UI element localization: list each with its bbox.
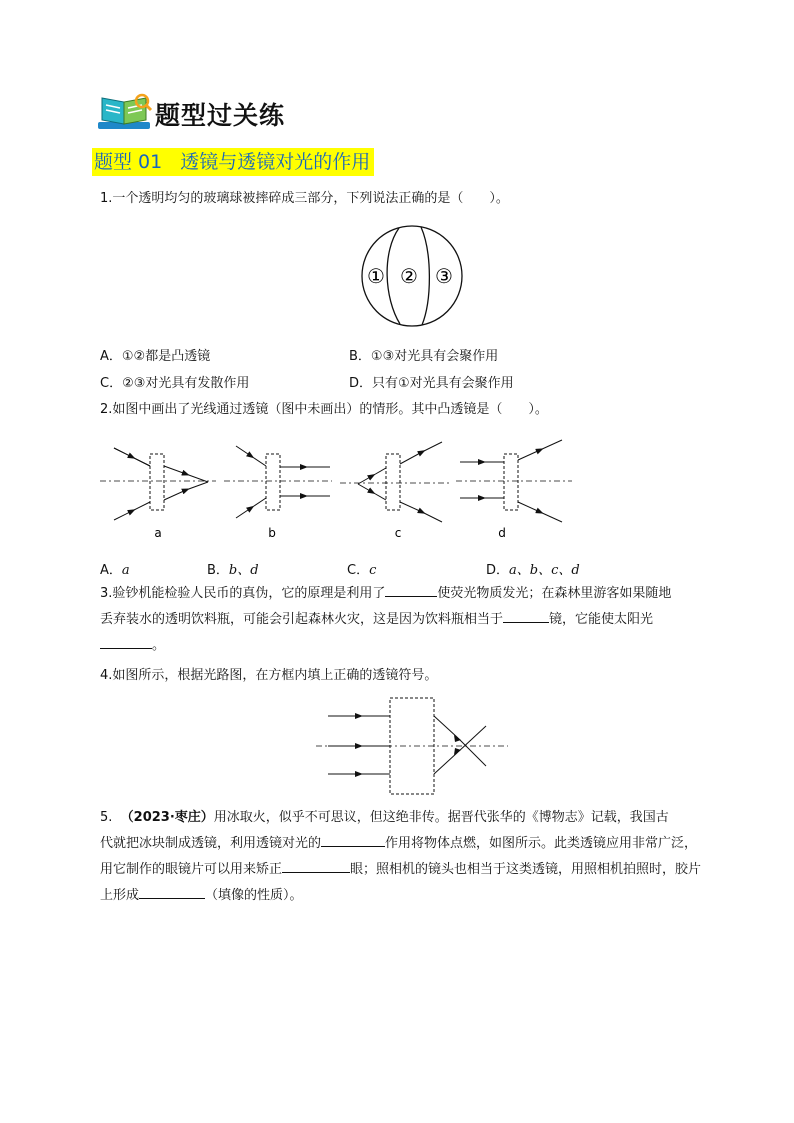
section-name: 透镜与透镜对光的作用 xyxy=(180,151,371,173)
q5-part2: 代就把冰块制成透镜，利用透镜对光的 xyxy=(100,836,322,851)
q5-part6: 上形成 xyxy=(100,888,140,903)
q1-option-b[interactable]: B．①③对光具有会聚作用 xyxy=(349,349,499,364)
q3-text xyxy=(100,581,720,659)
q1-option-c[interactable]: C．②③对光具有发散作用 xyxy=(100,376,250,391)
q2-figure-d xyxy=(456,440,572,540)
section-type-label: 题型 xyxy=(94,151,133,173)
q2-option-b[interactable] xyxy=(207,559,259,578)
q2-option-c-value: c xyxy=(369,563,377,578)
q2-option-a[interactable] xyxy=(100,559,130,578)
q5-source: （2023·枣庄） xyxy=(120,810,214,825)
q5-text xyxy=(100,805,730,909)
q1-option-a[interactable]: A．①②都是凸透镜 xyxy=(100,349,211,364)
q2-option-d-value: a、b、c、d xyxy=(509,563,580,578)
q1-option-d[interactable]: D．只有①对光具有会聚作用 xyxy=(349,376,514,391)
q2-figure-c xyxy=(340,442,450,540)
q5-part7: （填像的性质）。 xyxy=(205,888,303,903)
q1-label-1: ① xyxy=(367,264,385,288)
q2-figure-b xyxy=(224,446,332,540)
q3-part5: 。 xyxy=(152,638,166,653)
q5-blank-3[interactable] xyxy=(139,883,205,899)
q1-label-3: ③ xyxy=(435,264,453,288)
page-title: 题型过关练 xyxy=(155,101,286,130)
q2-option-c-prefix: C． xyxy=(347,563,370,578)
q3-part3: 丢弃装水的透明饮料瓶，可能会引起森林火灾，这是因为饮料瓶相当于 xyxy=(100,612,504,627)
q5-blank-2[interactable] xyxy=(282,857,350,873)
q4-stem: 4.如图所示，根据光路图，在方框内填上正确的透镜符号。 xyxy=(100,668,438,683)
q2-option-b-prefix: B． xyxy=(207,563,229,578)
q2-label-d: d xyxy=(498,526,506,540)
q2-option-c[interactable] xyxy=(347,559,376,578)
q2-label-b: b xyxy=(268,526,276,540)
q3-part2: 使荧光物质发光；在森林里游客如果随地 xyxy=(437,586,672,601)
q2-label-a: a xyxy=(154,526,162,540)
q2-option-b-value: b、d xyxy=(228,563,259,578)
q3-blank-3[interactable] xyxy=(100,633,152,649)
q5-number: 5. xyxy=(100,810,113,825)
q3-part1: 3.验钞机能检验人民币的真伪，它的原理是利用了 xyxy=(100,586,386,601)
q3-part4: 镜，它能使太阳光 xyxy=(549,612,654,627)
q5-blank-1[interactable] xyxy=(321,831,385,847)
q5-part4: 用它制作的眼镜片可以用来矫正 xyxy=(100,862,283,877)
q5-part3: 作用将物体点燃，如图所示。此类透镜应用非常广泛， xyxy=(385,836,698,851)
q1-stem: 1.一个透明均匀的玻璃球被摔碎成三部分，下列说法正确的是（ ）。 xyxy=(100,191,509,206)
q5-part1: 用冰取火，似乎不可思议，但这绝非传。据晋代张华的《博物志》记载，我国古 xyxy=(213,810,669,825)
q2-label-c: c xyxy=(394,526,402,540)
q1-label-2: ② xyxy=(400,264,418,288)
q3-blank-2[interactable] xyxy=(503,607,549,623)
q3-blank-1[interactable] xyxy=(385,581,437,597)
book-icon xyxy=(96,92,154,132)
q2-option-a-value: a xyxy=(121,563,130,578)
section-number: 01 xyxy=(138,151,163,173)
section-heading xyxy=(92,148,374,176)
q5-part5: 眼；照相机的镜头也相当于这类透镜，用照相机拍照时，胶片 xyxy=(350,862,702,877)
q2-option-a-prefix: A． xyxy=(100,563,122,578)
q2-figure-a xyxy=(100,448,216,540)
q2-light-path-figure xyxy=(96,436,576,546)
q4-light-path-figure xyxy=(314,694,510,798)
q2-option-d[interactable] xyxy=(486,559,580,578)
q2-option-d-prefix: D． xyxy=(486,563,510,578)
q1-glass-ball-figure xyxy=(356,222,468,330)
q2-stem: 2.如图中画出了光线通过透镜（图中未画出）的情形。其中凸透镜是（ ）。 xyxy=(100,402,548,417)
